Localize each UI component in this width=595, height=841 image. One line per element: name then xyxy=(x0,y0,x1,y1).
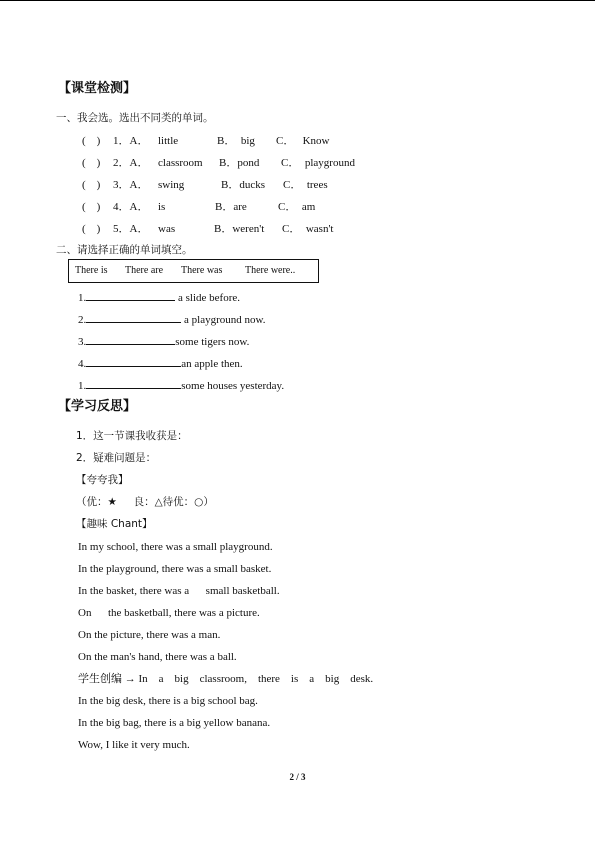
chant-line: In the big desk, there is a big school bag. xyxy=(78,695,258,707)
option-b: B．pond xyxy=(219,157,260,169)
chant-line: In the basket, there was a small basketball. xyxy=(78,585,280,597)
option-a: classroom xyxy=(158,157,203,169)
chant-line: On the picture, there was a man. xyxy=(78,629,221,641)
question-number: 4．A． xyxy=(113,201,149,213)
fill-in-item xyxy=(78,289,240,305)
question-number: 2．A． xyxy=(113,157,149,169)
item-number: 1. xyxy=(78,380,87,392)
option-a: little xyxy=(158,135,179,147)
answer-blank[interactable] xyxy=(86,311,181,323)
fill-in-item xyxy=(78,377,284,393)
word-bank-item: There was xyxy=(181,265,223,276)
word-bank-item: There are xyxy=(125,265,164,276)
option-c: C． playground xyxy=(281,157,355,169)
chant-line: On the basketball, there was a picture. xyxy=(78,607,260,619)
question-number: 1．A． xyxy=(113,135,149,147)
option-b: B． big xyxy=(217,135,255,147)
word-bank-box xyxy=(68,259,319,283)
word-bank-item: There were.. xyxy=(245,265,296,276)
reflection-item-difficulties: 2．疑难问题是： xyxy=(76,452,157,464)
question-number: 3．A． xyxy=(113,179,149,191)
fill-in-item xyxy=(78,311,265,327)
answer-parentheses: ( ) xyxy=(82,201,101,213)
chant-line: 学生创编 → In a big classroom, there is a big desk. xyxy=(78,673,374,685)
option-a: is xyxy=(158,201,166,213)
answer-blank[interactable] xyxy=(86,355,181,367)
item-number: 4. xyxy=(78,358,87,370)
page-number: 2 / 3 xyxy=(289,772,306,782)
chant-line: Wow, I like it very much. xyxy=(78,739,190,751)
sentence-text: a playground now. xyxy=(181,314,266,326)
sentence-text: an apple then. xyxy=(181,358,243,370)
praise-heading: 【夸夸我】 xyxy=(76,474,129,486)
item-number: 3. xyxy=(78,336,87,348)
answer-blank[interactable] xyxy=(86,289,175,301)
option-c: C． Know xyxy=(276,135,330,147)
option-a: was xyxy=(158,223,176,235)
chant-heading: 【趣味 Chant】 xyxy=(76,518,153,530)
fill-in-item xyxy=(78,355,243,371)
item-number: 1. xyxy=(78,292,87,304)
top-border xyxy=(0,0,595,1)
chant-line: In the big bag, there is a big yellow banana. xyxy=(78,717,271,729)
answer-parentheses: ( ) xyxy=(82,223,101,235)
word-bank-item: There is xyxy=(75,265,108,276)
chant-line: In my school, there was a small playground. xyxy=(78,541,273,553)
answer-parentheses: ( ) xyxy=(82,157,101,169)
question2-heading: 二、请选择正确的单词填空。 xyxy=(56,244,193,256)
option-b: B．ducks xyxy=(221,179,265,191)
item-number: 2. xyxy=(78,314,87,326)
option-c: C． trees xyxy=(283,179,328,191)
chant-line: In the playground, there was a small basket. xyxy=(78,563,272,575)
answer-parentheses: ( ) xyxy=(82,179,101,191)
sentence-text: some houses yesterday. xyxy=(181,380,285,392)
answer-parentheses: ( ) xyxy=(82,135,101,147)
chant-line: On the man's hand, there was a ball. xyxy=(78,651,237,663)
answer-blank[interactable] xyxy=(86,377,181,389)
fill-in-item xyxy=(78,333,249,349)
question-number: 5．A． xyxy=(113,223,149,235)
question1-heading: 一、我会选。选出不同类的单词。 xyxy=(56,112,214,124)
option-b: B．are xyxy=(215,201,247,213)
option-c: C． am xyxy=(278,201,316,213)
answer-blank[interactable] xyxy=(86,333,175,345)
sentence-text: some tigers now. xyxy=(175,336,250,348)
sentence-text: a slide before. xyxy=(175,292,240,304)
section-title-class-test: 【课堂检测】 xyxy=(58,81,137,96)
section-title-reflection: 【学习反思】 xyxy=(58,399,137,414)
option-a: swing xyxy=(158,179,185,191)
option-b: B．weren't xyxy=(214,223,265,235)
praise-rating-legend: （优：★ 良：△待优：○） xyxy=(76,496,214,508)
option-c: C． wasn't xyxy=(282,223,334,235)
reflection-item-gains: 1．这一节课我收获是： xyxy=(76,430,188,442)
